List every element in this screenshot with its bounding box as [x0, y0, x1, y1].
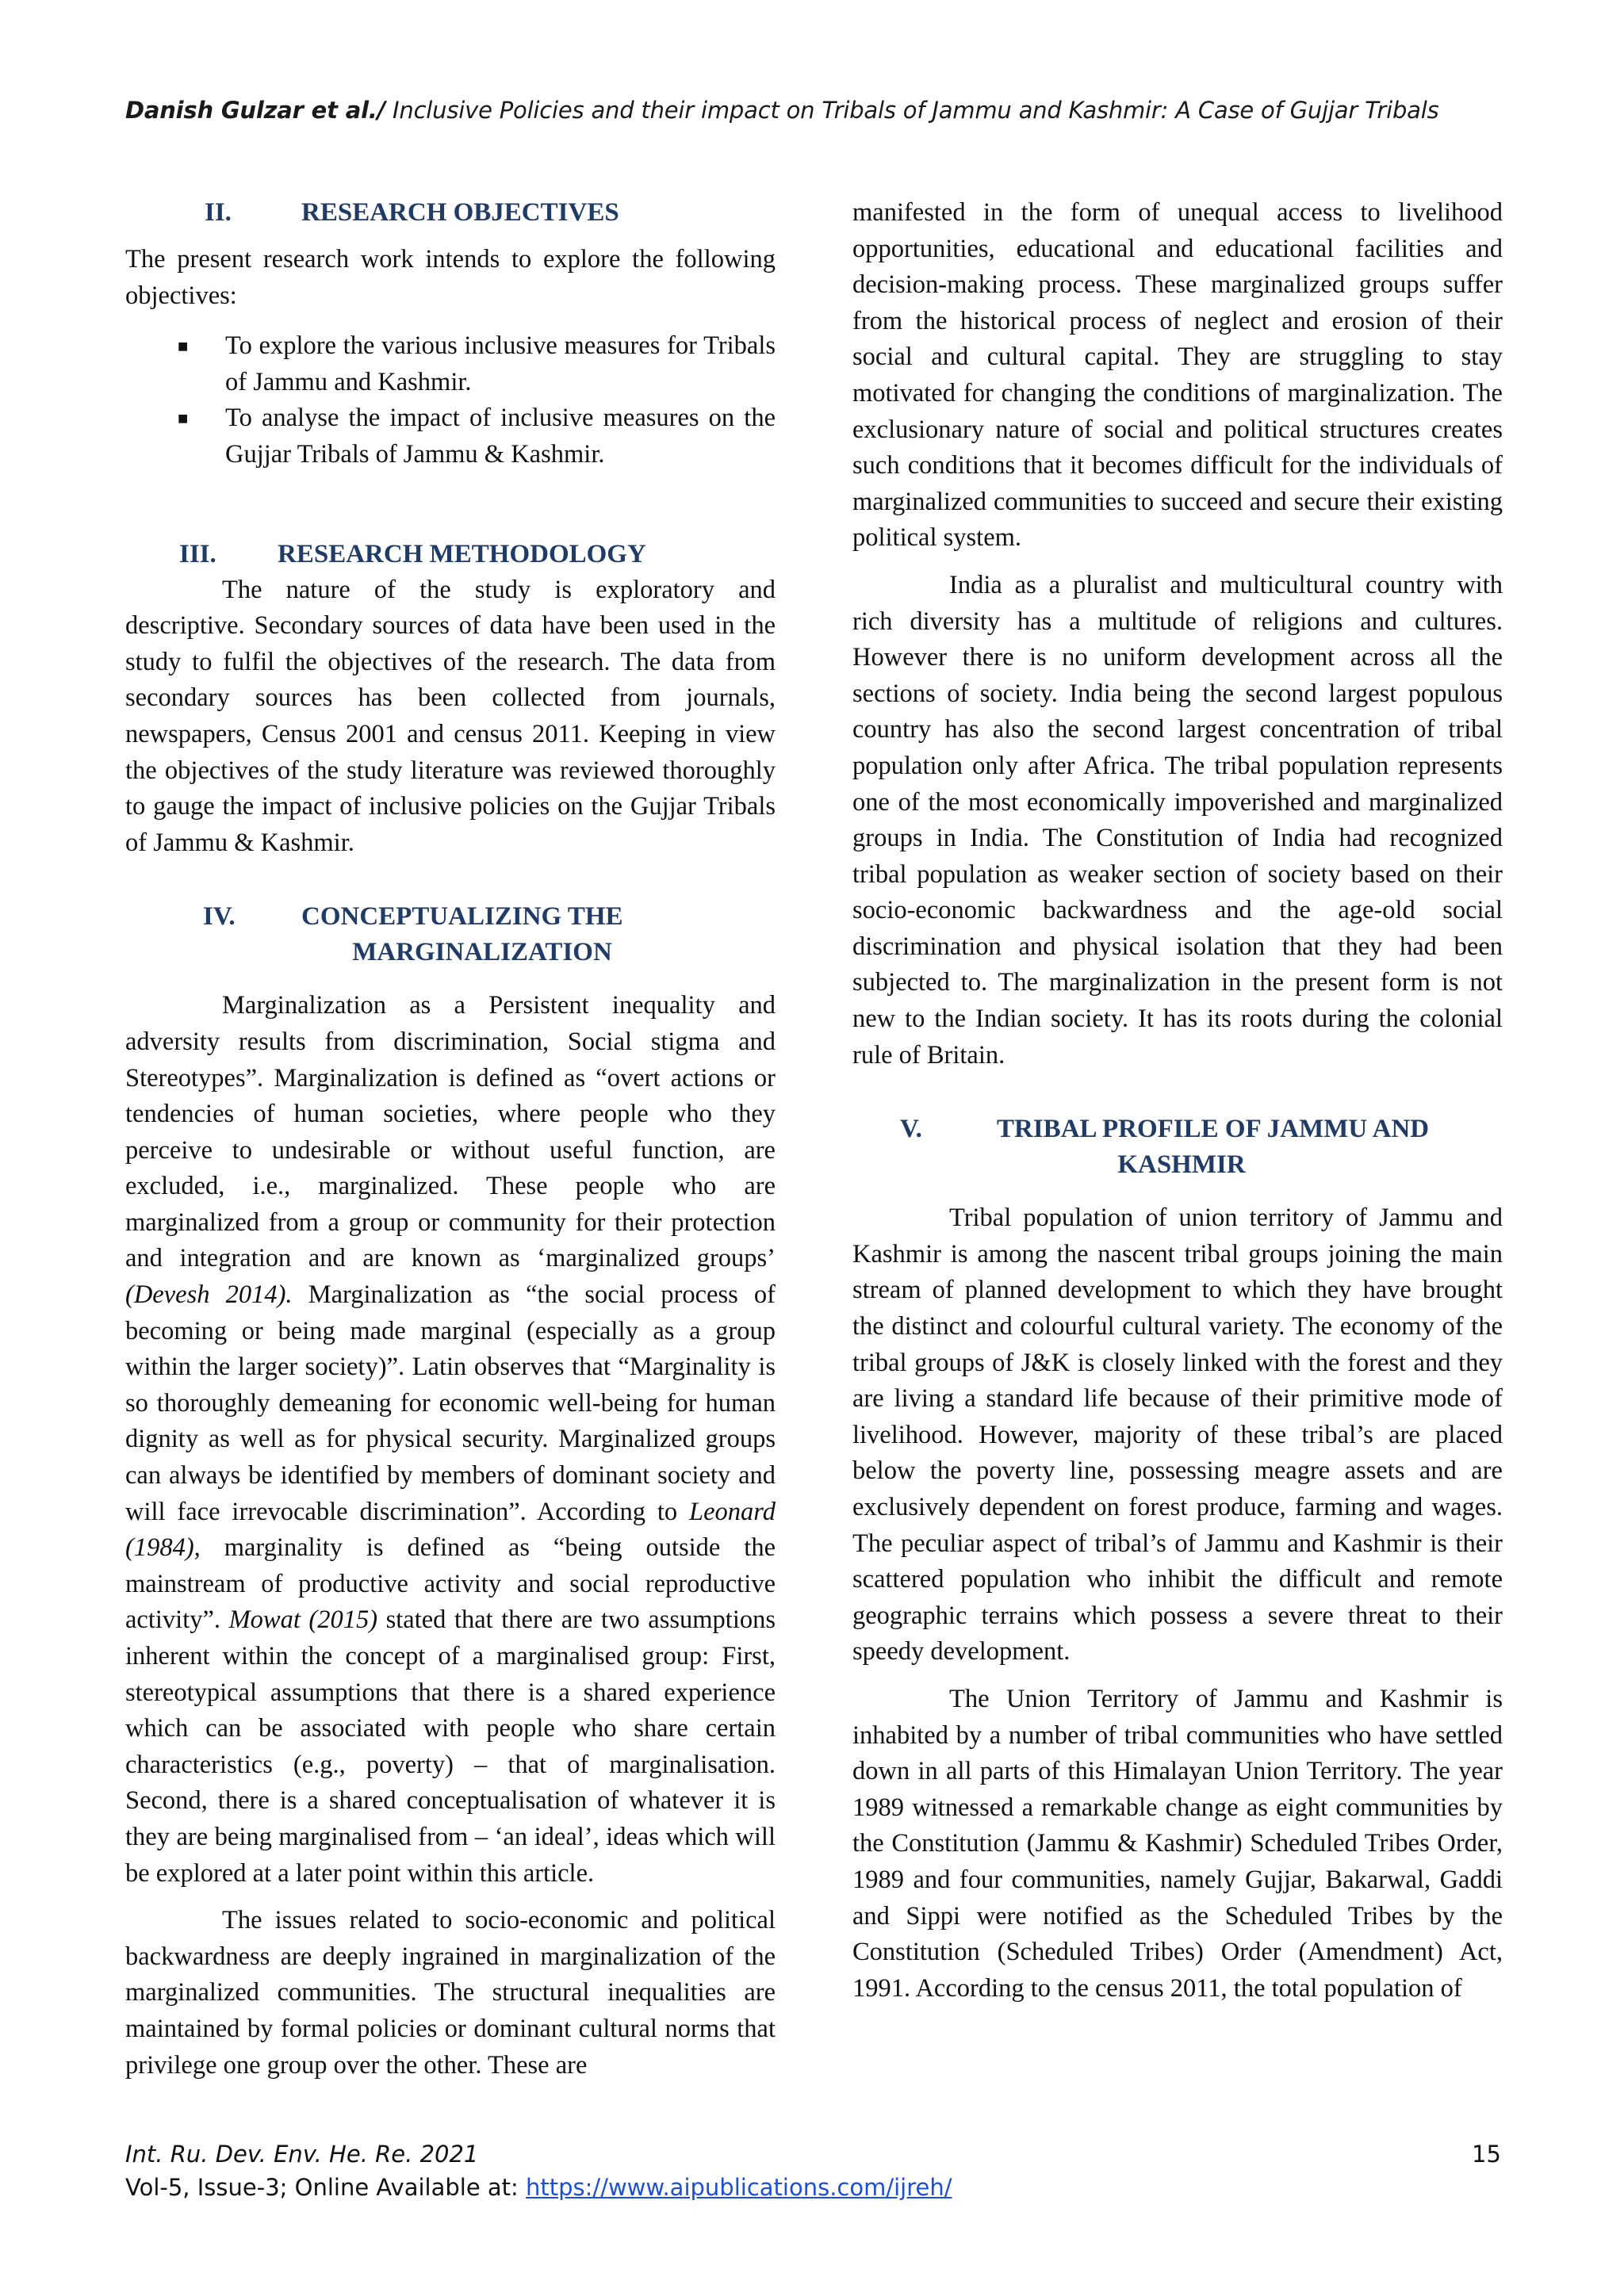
right-column	[852, 195, 1503, 2007]
objectives-list	[125, 328, 776, 473]
section-3-title: RESEARCH METHODOLOGY	[278, 539, 646, 568]
section-2-intro: The present research work intends to explore the following objectives:	[125, 245, 776, 310]
section-5-number: V.	[900, 1115, 922, 1144]
section-4-title-line2: MARGINALIZATION	[352, 938, 612, 967]
header-authors: Danish Gulzar et al./	[125, 97, 386, 124]
running-header	[125, 97, 1505, 124]
list-item: ■ To analyse the impact of inclusive measures on the Gujjar Tribals of Jammu & Kashmir.	[125, 400, 776, 473]
list-item: ■ To explore the various inclusive measures for Tribals of Jammu and Kashmir.	[125, 328, 776, 400]
journal-url-link[interactable]: https://www.aipublications.com/ijreh/	[526, 2174, 952, 2201]
section-5-heading	[852, 1112, 1503, 1147]
section-4-title-line1: CONCEPTUALIZING THE	[301, 902, 623, 932]
section-4-paragraph-3: India as a pluralist and multicultural country with rich diversity has a multitude of religions and cultures. However there is no uniform development across all the sections of society. India being the second largest populous country has also the second largest concentration of tribal population only after Africa. The tribal population represents one of the most economically impoverished and marginalized groups in India. The Constitution of India had recognized tribal population as weaker section of society based on their socio-economic backwardness and the age-old social discrimination and physical isolation that they had been subjected to. The marginalization in the present form is not new to the Indian society. It has its roots during the colonial rule of Britain.	[852, 570, 1503, 1070]
section-2-number: II.	[205, 198, 232, 227]
section-3-heading	[125, 537, 776, 572]
citation-devesh: (Devesh 2014).	[125, 1280, 293, 1310]
section-3-number: III.	[179, 539, 216, 568]
section-2-heading	[125, 195, 776, 231]
section-5-title-line2: KASHMIR	[1117, 1150, 1246, 1180]
section-5-paragraph-2: The Union Territory of Jammu and Kashmir is inhabited by a number of tribal communities who have settled down in all parts of this Himalayan Union Territory. The year 1989 witnessed a remarkable change as eight communities by the Constitution (Jammu & Kashmir) Scheduled Tribes Order, 1989 and four communities, namely Gujjar, Bakarwal, Gaddi and Sippi were notified as the Scheduled Tribes by the Constitution (Scheduled Tribes) Order (Amendment) Act, 1991. According to the census 2011, the total population of	[852, 1684, 1503, 2003]
section-4-heading	[125, 899, 776, 935]
section-4-paragraph-2: The issues related to socio-economic and political backwardness are deeply ingrained in marginalization of the marginalized communities. The structural inequalities are maintained by formal policies or dominant cultural norms that privilege one group over the other. These are	[125, 1906, 776, 2080]
section-4-number: IV.	[203, 902, 236, 932]
section-4-paragraph-2-continued: manifested in the form of unequal access to livelihood opportunities, educational and educational facilities and decision-making process. These marginalized groups suffer from the historical process of neglect and erosion of their social and cultural capital. They are struggling to stay motivated for changing the conditions of marginalization. The exclusionary nature of social and political structures creates such conditions that it becomes difficult for the individuals of marginalized communities to succeed and secure their existing political system.	[852, 198, 1503, 553]
page-number: 15	[1472, 2141, 1501, 2168]
left-column	[125, 195, 776, 2084]
citation-mowat: Mowat (2015)	[228, 1605, 378, 1635]
section-2-title: RESEARCH OBJECTIVES	[301, 198, 619, 227]
bullet-icon: ■	[178, 408, 189, 429]
citation-leonard: Leonard (1984),	[125, 1497, 776, 1563]
section-4-paragraph-1: Marginalization as a Persistent inequality and adversity results from discrimination, Social stigma and Stereotypes”. Marginalization is defined as “overt actions or tendencies of human societies, where people who they perceive to undesirable or without useful function, are excluded, i.e., marginalized. These people who are marginalized from a group or community for their protection and integration and are known as ‘marginalized groups’ (Devesh 2014). Marginalization as “the social process of becoming or being made marginal (especially as a group within the larger society)”. Latin observes that “Marginality is so thoroughly demeaning for economic well-being for human dignity as well as for physical security. Marginalized groups can always be identified by members of dominant society and will face irrevocable discrimination”. According to Leonard (1984), marginality is defined as “being outside the mainstream of productive activity and social reproductive activity”. Mowat (2015) stated that there are two assumptions inherent within the concept of a marginalised group: First, stereotypical assumptions that there is a shared experience which can be associated with people who share certain characteristics (e.g., poverty) – that of marginalisation. Second, there is a shared conceptualisation of whatever it is they are being marginalised from – ‘an ideal’, ideas which will be explored at a later point within this article.	[125, 991, 776, 1888]
section-3-paragraph: The nature of the study is exploratory and descriptive. Secondary sources of data have been used in the study to fulfil the objectives of the research. The data from secondary sources has been collected from journals, newspapers, Census 2001 and census 2011. Keeping in view the objectives of the study literature was reviewed thoroughly to gauge the impact of inclusive policies on the Gujjar Tribals of Jammu & Kashmir.	[125, 575, 776, 857]
bullet-icon: ■	[178, 336, 189, 357]
header-title: Inclusive Policies and their impact on Tribals of Jammu and Kashmir: A Case of Gujjar Tribals	[385, 97, 1439, 124]
footer-journal: Int. Ru. Dev. Env. He. Re. 2021	[125, 2141, 479, 2168]
section-5-paragraph-1: Tribal population of union territory of Jammu and Kashmir is among the nascent tribal groups joining the main stream of planned development to which they have brought the distinct and colourful cultural variety. The economy of the tribal groups of J&K is closely linked with the forest and they are living a standard life because of their primitive mode of livelihood. However, majority of these tribal’s are placed below the poverty line, possessing meagre assets and are exclusively dependent on forest produce, farming and wages. The peculiar aspect of tribal’s of Jammu and Kashmir is their scattered population who inhibit the difficult and remote geographic terrains which possess a severe threat to their speedy development.	[852, 1203, 1503, 1667]
footer-volume: Vol-5, Issue-3; Online Available at: https://www.aipublications.com/ijreh/	[125, 2174, 952, 2201]
section-5-title-line1: TRIBAL PROFILE OF JAMMU AND	[997, 1115, 1430, 1144]
